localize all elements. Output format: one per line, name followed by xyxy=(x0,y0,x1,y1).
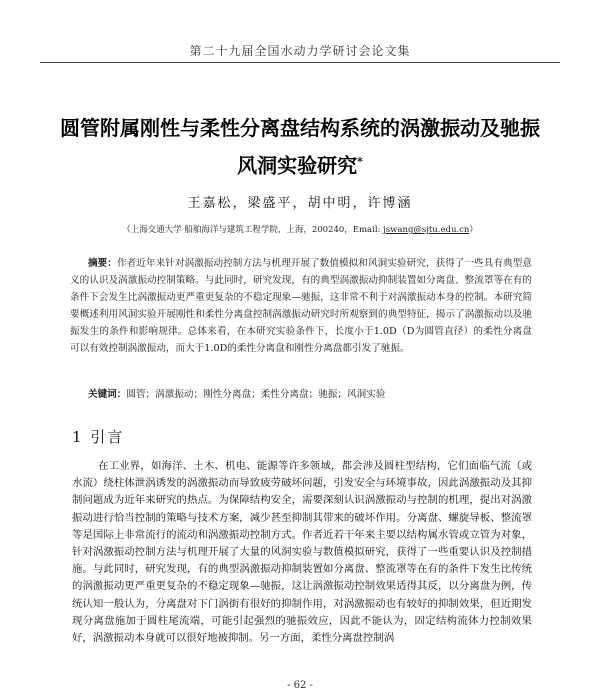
paper-title-text: 圆管附属刚性与柔性分离盘结构系统的涡激振动及驰振风洞实验研究 xyxy=(60,116,540,178)
abstract-label: 摘要： xyxy=(88,258,117,269)
abstract-text: 作者近年来针对涡激振动控制方法与机理开展了数值模拟和风洞实验研究，获得了一些具有典型意义的认识及涡激振动控制策略。与此同时，研究发现，有的典型涡激振动抑制装置如分离盘、整流罩等在有的条件下会发生比涡激振动更严重更复杂的不稳定现象—驰振，这非常不利于对涡激振动本身的控制。本研究简要概述利用风洞实验开展刚性和柔性分离盘控制涡激振动研究时所观察到的典型特征，揭示了涡激振动以及驰振发生的条件和影响规律。总体来看，在本研究实验条件下，长度小于1.0D（D为圆管直径）的柔性分离盘可以有效控制涡激振动，而大于1.0D的柔性分离盘和刚性分离盘都引发了驰振。 xyxy=(70,258,533,354)
affiliation-close: ） xyxy=(469,225,478,235)
keywords-text: 圆管；涡激振动；刚性分离盘；柔性分离盘；驰振；风洞实验 xyxy=(126,389,386,400)
affiliation xyxy=(60,223,540,235)
header-rule xyxy=(40,62,560,63)
title-footnote-mark: * xyxy=(357,155,363,168)
section-heading: 1 引言 xyxy=(72,428,125,446)
body-text xyxy=(72,458,532,647)
keywords xyxy=(88,386,528,400)
email-address: jswang@sjtu.edu.cn xyxy=(383,225,470,235)
body-paragraph: 在工业界，如海洋、土木、机电、能源等许多领域，都会涉及圆柱型结构，它们面临气流（或水流）绕柱体泄涡诱发的涡激振动而导致疲劳破坏问题，引发安全与环境事故，因此涡激振动及其抑制问题成为近年来研究的热点。为保障结构安全，需要深刻认识涡激振动与控制的机理，提出对涡激振动进行恰当控制的策略与技术方案，减少甚至抑制其带来的破坏作用。分离盘、螺旋导板、整流罩等是国际上非常流行的流动和涡激振动控制方式。作者近若干年来主要以结构属水管或立管为对象，针对涡激振动控制方法与机理开展了大量的风洞实验与数值模拟研究，获得了一些重要认识及控制措施。与此同时，研究发现，有的典型涡激振动抑制装置如分离盘、整流罩等在有的条件下发生比传统的涡激振动更严重更复杂的不稳定现象—驰振，这让涡激振动控制效果适得其反，以分离盘为例，传统认知一般认为，分离盘对下门涡街有很好的抑制作用，对涡激振动也有较好的抑制效果，但近期发现分离盘施加于圆柱尾流端，可能引起强烈的驰振效应，因此不能认为，固定结构流体力控制效果好，涡激振动本身就可以很好地被抑制。另一方面，柔性分离盘控制涡 xyxy=(72,460,532,645)
authors: 王嘉松，梁盛平，胡中明，许博涵 xyxy=(187,196,413,211)
abstract xyxy=(70,255,532,357)
keywords-label: 关键词： xyxy=(88,389,127,400)
paper-title xyxy=(60,112,540,183)
page-number: - 62 - xyxy=(287,680,313,691)
affiliation-text: （上海交通大学 船舶海洋与建筑工程学院，上海，200240，Email: xyxy=(122,225,384,235)
running-header: 第二十九届全国水动力学研讨会论文集 xyxy=(189,44,411,58)
